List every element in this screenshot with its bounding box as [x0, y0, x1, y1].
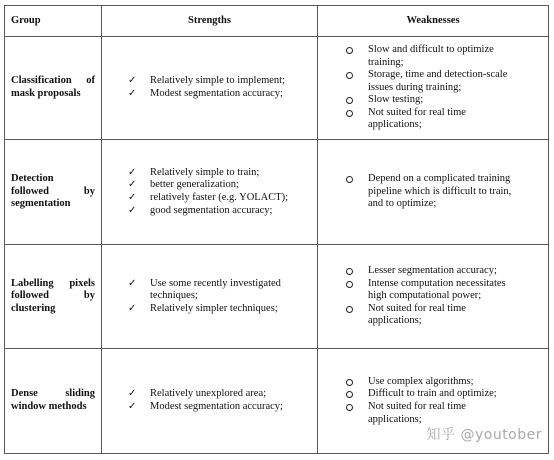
strength-item: ✓ Modest segmentation accuracy; — [128, 401, 283, 412]
check-icon: ✓ — [128, 277, 137, 289]
circle-bullet-icon — [346, 404, 353, 411]
circle-bullet-icon — [346, 306, 353, 313]
group-label-line: Dense sliding — [11, 388, 95, 400]
circle-bullet-icon — [346, 176, 353, 183]
weaknesses-cell — [318, 245, 549, 349]
check-icon: ✓ — [128, 388, 137, 400]
check-icon: ✓ — [128, 166, 137, 178]
strengths-cell — [102, 349, 318, 454]
strengths-cell — [102, 245, 318, 349]
strengths-cell — [102, 140, 318, 245]
check-icon: ✓ — [128, 192, 137, 203]
circle-bullet-icon — [346, 47, 353, 54]
weakness-item: Intense computation necessitates high computational power; — [342, 278, 548, 303]
strength-item: ✓ Relatively simpler techniques; — [128, 302, 278, 314]
weakness-item: Difficult to train and optimize; — [342, 388, 548, 401]
weakness-item: Lesser segmentation accuracy; — [342, 265, 548, 278]
weakness-item: Slow testing; — [342, 94, 548, 107]
weaknesses-cell — [318, 140, 549, 245]
group-label-line: mask proposals — [11, 88, 81, 99]
weakness-item: Slow and difficult to optimize training; — [342, 44, 548, 69]
check-icon: ✓ — [128, 88, 137, 99]
circle-bullet-icon — [346, 97, 353, 104]
weakness-item: Depend on a complicated training pipeline which is difficult to train, and to optimize; — [342, 173, 548, 211]
circle-bullet-icon — [346, 268, 353, 275]
group-label-line: clustering — [11, 302, 56, 314]
table-row — [5, 37, 549, 140]
circle-bullet-icon — [346, 281, 353, 288]
group-label-line: Labelling pixels — [11, 277, 95, 289]
circle-bullet-icon — [346, 391, 353, 398]
strength-item: ✓ Modest segmentation accuracy; — [128, 88, 283, 99]
header-group: Group — [5, 6, 102, 37]
strength-item: ✓ relatively faster (e.g. YOLACT); — [128, 192, 289, 203]
group-label-line: window methods — [11, 401, 87, 412]
strength-item: ✓ Use some recently investigated techniques; — [128, 277, 281, 302]
check-icon: ✓ — [128, 302, 137, 314]
table-header-row — [5, 6, 549, 37]
weakness-item: Storage, time and detection-scale issues during training; — [342, 69, 548, 94]
weakness-item: Not suited for real time applications; — [342, 401, 548, 426]
circle-bullet-icon — [346, 379, 353, 386]
group-label-line: Classification of — [11, 75, 95, 87]
table-row — [5, 245, 549, 349]
group-cell — [5, 140, 102, 245]
check-icon: ✓ — [128, 401, 137, 412]
strength-item: ✓ good segmentation accuracy; — [128, 204, 273, 216]
group-label-line: Detection — [11, 173, 54, 185]
weaknesses-cell — [318, 37, 549, 140]
group-label-line: segmentation — [11, 198, 71, 210]
check-icon: ✓ — [128, 75, 137, 87]
weakness-item: Not suited for real time applications; — [342, 107, 548, 132]
header-strengths: Strengths — [102, 6, 318, 37]
strength-item: ✓ Relatively simple to implement; — [128, 75, 286, 87]
circle-bullet-icon — [346, 72, 353, 79]
strength-item: ✓ better generalization; — [128, 179, 239, 191]
header-weaknesses: Weaknesses — [318, 6, 549, 37]
group-cell — [5, 349, 102, 454]
watermark-text: 知乎 @youtober — [426, 427, 542, 443]
weakness-item: Not suited for real time applications; — [342, 303, 548, 328]
group-label-line: followed by — [11, 185, 95, 197]
weakness-item: Use complex algorithms; — [342, 376, 548, 389]
group-cell — [5, 245, 102, 349]
circle-bullet-icon — [346, 110, 353, 117]
strengths-cell — [102, 37, 318, 140]
comparison-table — [4, 5, 549, 454]
strength-item: ✓ Relatively unexplored area; — [128, 388, 267, 400]
group-label-line: followed by — [11, 290, 95, 302]
group-cell — [5, 37, 102, 140]
check-icon: ✓ — [128, 204, 137, 216]
check-icon: ✓ — [128, 179, 137, 191]
strength-item: ✓ Relatively simple to train; — [128, 166, 260, 178]
table-row — [5, 140, 549, 245]
